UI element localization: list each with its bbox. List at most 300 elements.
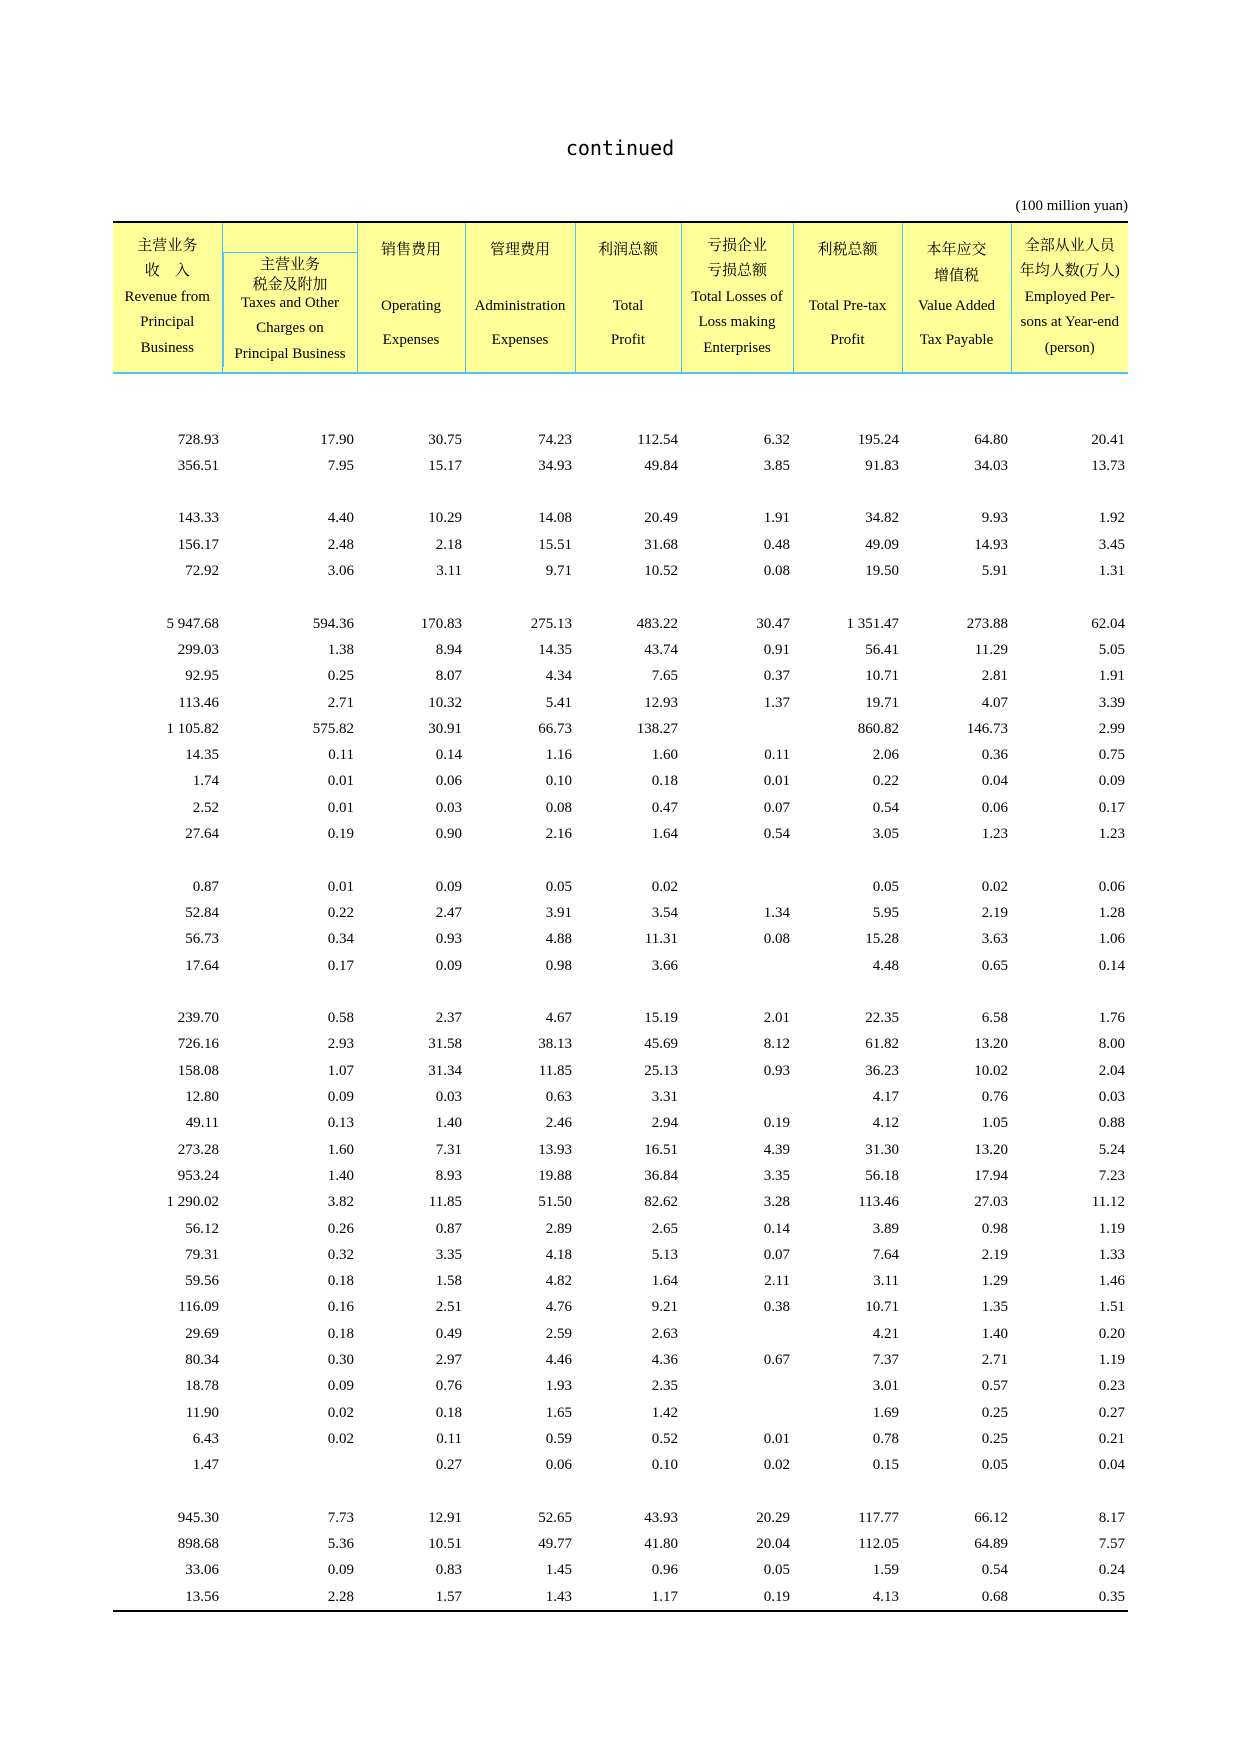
table-cell (681, 953, 793, 979)
table-cell: 0.17 (1098, 799, 1125, 816)
table-cell: 0.05 (981, 1457, 1008, 1474)
table-cell: 4.13 (793, 1584, 902, 1611)
spacer-cell (222, 479, 357, 505)
table-row (113, 1294, 1128, 1320)
spacer-cell (1011, 847, 1128, 873)
table-cell: 2.06 (872, 747, 899, 764)
table-cell: 18.78 (185, 1378, 219, 1395)
spacer-cell (575, 400, 681, 426)
table-cell: 299.03 (177, 641, 219, 658)
spacer-cell (1011, 400, 1128, 426)
table-cell: 4.82 (545, 1273, 572, 1290)
table-cell: 31.68 (644, 536, 678, 553)
table-cell: 1 351.47 (846, 615, 899, 632)
table-cell: 1.29 (981, 1273, 1008, 1290)
spacer-cell (902, 1478, 1011, 1504)
table-row (113, 453, 1128, 479)
table-cell: 0.01 (763, 1430, 790, 1447)
table-cell: 1.47 (192, 1457, 219, 1474)
header-zh-line: 利税总额 (817, 242, 878, 259)
spacer-cell (1011, 979, 1128, 1005)
header-english (113, 285, 222, 362)
table-cell: 8.93 (435, 1167, 462, 1184)
spacer-cell (793, 847, 902, 873)
spacer-row (113, 979, 1128, 1005)
table-cell: 1.23 (1098, 826, 1125, 843)
table-cell: 0.01 (327, 799, 354, 816)
header-chinese (113, 234, 222, 285)
table-cell: 0.96 (651, 1562, 678, 1579)
table-cell: 0.03 (1098, 1089, 1125, 1106)
table-cell: 14.35 (185, 747, 219, 764)
table-cell: 3.01 (872, 1378, 899, 1395)
header-english (576, 289, 681, 357)
table-cell: 91.83 (865, 457, 899, 474)
table-cell: 4.39 (763, 1141, 790, 1158)
spacer-cell (113, 479, 222, 505)
table-cell: 3.31 (651, 1089, 678, 1106)
header-english (1012, 285, 1129, 362)
table-cell: 2.01 (763, 1010, 790, 1027)
table-cell: 22.35 (865, 1010, 899, 1027)
table-cell: 2.71 (327, 694, 354, 711)
table-row (113, 1058, 1128, 1084)
table-cell: 0.11 (436, 1430, 462, 1447)
table-cell: 31.34 (428, 1062, 462, 1079)
table-cell: 20.41 (1091, 431, 1125, 448)
table-cell: 1.58 (435, 1273, 462, 1290)
table-cell: 117.77 (858, 1509, 899, 1526)
column-header-4 (465, 222, 575, 373)
table-cell: 11.12 (1091, 1194, 1125, 1211)
table-cell: 0.19 (327, 826, 354, 843)
header-chinese (466, 238, 575, 264)
table-cell: 945.30 (177, 1509, 219, 1526)
table-cell: 0.16 (327, 1299, 354, 1316)
spacer-cell (575, 1478, 681, 1504)
spacer-cell (681, 400, 793, 426)
header-en-line: Profit (610, 331, 646, 348)
table-cell: 1.28 (1098, 904, 1125, 921)
spacer-cell (113, 847, 222, 873)
table-cell: 2.11 (764, 1273, 790, 1290)
table-cell: 8.12 (763, 1036, 790, 1053)
table-row (113, 768, 1128, 794)
spacer-cell (465, 584, 575, 610)
table-cell: 2.71 (981, 1351, 1008, 1368)
header-zh-line: 管理费用 (489, 242, 550, 259)
table-cell: 170.83 (420, 615, 462, 632)
table-cell: 1.06 (1098, 931, 1125, 948)
table-cell: 56.18 (865, 1167, 899, 1184)
header-en-line: Expenses (382, 331, 440, 348)
table-cell: 56.73 (185, 931, 219, 948)
table-cell: 0.68 (902, 1584, 1011, 1611)
table-cell: 3.85 (763, 457, 790, 474)
spacer-cell (222, 400, 357, 426)
table-cell: 3.91 (545, 904, 572, 921)
column-header-5 (575, 222, 681, 373)
table-cell: 2.48 (327, 536, 354, 553)
spacer-cell (902, 479, 1011, 505)
table-cell: 13.73 (1091, 457, 1125, 474)
table-cell: 1.51 (1098, 1299, 1125, 1316)
table-cell: 138.27 (636, 720, 678, 737)
table-cell: 0.14 (763, 1220, 790, 1237)
table-cell: 0.07 (763, 799, 790, 816)
table-cell: 17.90 (320, 431, 354, 448)
table-cell: 2.46 (545, 1115, 572, 1132)
table-cell: 34.93 (538, 457, 572, 474)
header-english (466, 289, 575, 357)
spacer-cell (793, 479, 902, 505)
table-cell: 8.17 (1098, 1509, 1125, 1526)
table-cell: 0.76 (981, 1089, 1008, 1106)
table-cell: 0.04 (1098, 1457, 1125, 1474)
spacer-cell (113, 979, 222, 1005)
table-cell: 3.82 (327, 1194, 354, 1211)
header-en-line: Total Losses of (691, 288, 783, 305)
table-cell: 0.09 (435, 957, 462, 974)
table-cell: 29.69 (185, 1325, 219, 1342)
table-cell: 0.09 (435, 878, 462, 895)
table-cell: 3.35 (763, 1167, 790, 1184)
table-cell: 1.46 (1098, 1273, 1125, 1290)
table-cell: 0.18 (435, 1404, 462, 1421)
header-en-line: Charges on (256, 320, 324, 336)
table-cell: 0.17 (327, 957, 354, 974)
spacer-cell (681, 847, 793, 873)
table-cell: 82.62 (644, 1194, 678, 1211)
table-row (113, 1189, 1128, 1215)
table-cell: 113.46 (178, 694, 219, 711)
table-cell: 80.34 (185, 1351, 219, 1368)
table-cell: 20.49 (644, 510, 678, 527)
table-cell: 52.84 (185, 904, 219, 921)
header-zh-line: 亏损企业 (706, 237, 767, 254)
table-cell: 7.73 (327, 1509, 354, 1526)
table-cell (222, 1452, 357, 1478)
table-cell: 2.52 (192, 799, 219, 816)
spacer-cell (222, 979, 357, 1005)
table-row (113, 716, 1128, 742)
header-en-line: Principal Business (234, 345, 346, 362)
table-cell: 0.25 (327, 668, 354, 685)
table-cell: 0.26 (327, 1220, 354, 1237)
table-cell: 12.93 (644, 694, 678, 711)
table-cell: 0.30 (327, 1351, 354, 1368)
table-cell: 2.04 (1098, 1062, 1125, 1079)
table-cell: 2.89 (545, 1220, 572, 1237)
table-cell: 953.24 (177, 1167, 219, 1184)
header-zh-line: 本年应交 (926, 242, 987, 258)
spacer-cell (793, 400, 902, 426)
header-chinese (794, 238, 902, 264)
spacer-cell (681, 584, 793, 610)
table-cell: 10.52 (644, 563, 678, 580)
table-cell: 0.32 (327, 1246, 354, 1263)
spacer-cell (465, 1478, 575, 1504)
table-row (113, 1452, 1128, 1478)
table-cell: 0.93 (435, 931, 462, 948)
spacer-cell (681, 373, 793, 400)
table-cell: 79.31 (185, 1246, 219, 1263)
header-en-line: Enterprises (703, 339, 771, 356)
table-cell: 30.47 (756, 615, 790, 632)
table-row (113, 1321, 1128, 1347)
table-cell: 1.60 (651, 747, 678, 764)
header-english (794, 289, 902, 357)
table-cell: 15.28 (865, 931, 899, 948)
table-cell: 1.76 (1098, 1010, 1125, 1027)
table-row (113, 1557, 1128, 1583)
spacer-cell (357, 479, 465, 505)
spacer-cell (357, 373, 465, 400)
table-cell: 0.06 (981, 799, 1008, 816)
table-cell: 72.92 (185, 563, 219, 580)
table-cell: 10.32 (428, 694, 462, 711)
table-cell: 2.16 (545, 826, 572, 843)
table-cell: 0.08 (545, 799, 572, 816)
table-cell: 3.06 (327, 563, 354, 580)
table-row (113, 1163, 1128, 1189)
table-cell: 2.19 (981, 904, 1008, 921)
table-cell: 25.13 (644, 1062, 678, 1079)
table-row (113, 1242, 1128, 1268)
table-cell: 0.19 (681, 1584, 793, 1611)
table-cell: 43.74 (644, 641, 678, 658)
table-cell: 27.03 (974, 1194, 1008, 1211)
table-cell: 14.93 (974, 536, 1008, 553)
table-row (113, 900, 1128, 926)
table-cell: 0.87 (435, 1220, 462, 1237)
spacer-cell (793, 584, 902, 610)
table-body (113, 373, 1128, 1611)
table-cell: 74.23 (538, 431, 572, 448)
table-cell: 66.73 (538, 720, 572, 737)
table-cell: 0.54 (763, 826, 790, 843)
spacer-cell (575, 373, 681, 400)
table-cell: 0.25 (981, 1404, 1008, 1421)
table-cell: 726.16 (177, 1036, 219, 1053)
table-cell: 0.14 (1098, 957, 1125, 974)
header-zh-line: 销售费用 (380, 242, 441, 259)
table-cell: 1.05 (981, 1115, 1008, 1132)
table-cell: 17.64 (185, 957, 219, 974)
table-cell: 7.64 (872, 1246, 899, 1263)
table-cell: 0.05 (872, 878, 899, 895)
spacer-cell (222, 584, 357, 610)
table-cell: 1.34 (763, 904, 790, 921)
table-cell: 0.34 (327, 931, 354, 948)
table-row (113, 1110, 1128, 1136)
spacer-cell (1011, 584, 1128, 610)
table-cell: 0.09 (327, 1089, 354, 1106)
table-cell (681, 1373, 793, 1399)
header-en-line: Revenue from (124, 288, 210, 305)
table-cell: 13.56 (113, 1584, 222, 1611)
table-cell: 2.18 (435, 536, 462, 553)
table-cell: 7.37 (872, 1351, 899, 1368)
table-row (113, 1084, 1128, 1110)
table-cell: 5.41 (545, 694, 572, 711)
header-en-line: Principal (140, 314, 195, 331)
table-cell: 0.35 (1011, 1584, 1128, 1611)
table-cell: 52.65 (538, 1509, 572, 1526)
table-cell: 41.80 (644, 1536, 678, 1553)
table-cell: 898.68 (177, 1536, 219, 1553)
table-cell: 13.20 (974, 1141, 1008, 1158)
table-cell: 0.02 (763, 1457, 790, 1474)
table-cell: 0.38 (763, 1299, 790, 1316)
table-row (113, 505, 1128, 531)
header-chinese (1012, 234, 1129, 285)
table-cell: 2.19 (981, 1246, 1008, 1263)
table-cell: 1 105.82 (166, 720, 219, 737)
table-cell: 0.20 (1098, 1325, 1125, 1342)
spacer-cell (357, 847, 465, 873)
spacer-cell (1011, 1478, 1128, 1504)
table-cell: 5 947.68 (166, 615, 219, 632)
table-cell: 1 290.02 (166, 1194, 219, 1211)
spacer-row (113, 1478, 1128, 1504)
table-cell: 19.50 (865, 563, 899, 580)
table-cell: 239.70 (177, 1010, 219, 1027)
table-cell: 30.75 (428, 431, 462, 448)
table-cell: 5.05 (1098, 641, 1125, 658)
table-cell: 61.82 (865, 1036, 899, 1053)
table-cell: 594.36 (312, 615, 354, 632)
header-zh-line: 年均人数(万人) (1019, 263, 1120, 280)
table-cell: 1.23 (981, 826, 1008, 843)
table-cell: 34.03 (974, 457, 1008, 474)
table-cell: 0.76 (435, 1378, 462, 1395)
table-cell: 860.82 (857, 720, 899, 737)
spacer-cell (1011, 479, 1128, 505)
table-cell: 112.54 (637, 431, 678, 448)
spacer-cell (902, 373, 1011, 400)
table-row (113, 611, 1128, 637)
table-cell: 51.50 (538, 1194, 572, 1211)
table-cell: 0.98 (981, 1220, 1008, 1237)
spacer-cell (793, 373, 902, 400)
header-chinese (224, 253, 357, 291)
table-cell: 0.15 (872, 1457, 899, 1474)
table-cell: 4.34 (545, 668, 572, 685)
column-header-9 (1011, 222, 1128, 373)
table-row (113, 1137, 1128, 1163)
table-cell: 2.93 (327, 1036, 354, 1053)
table-cell: 0.01 (327, 878, 354, 895)
table-cell: 0.54 (872, 799, 899, 816)
table-cell: 10.51 (428, 1536, 462, 1553)
table-cell: 1.42 (651, 1404, 678, 1421)
table-cell: 1.16 (545, 747, 572, 764)
table-cell: 10.71 (865, 1299, 899, 1316)
table-cell: 4.21 (872, 1325, 899, 1342)
spacer-cell (681, 479, 793, 505)
table-cell: 4.12 (872, 1115, 899, 1132)
table-cell: 1.64 (651, 1273, 678, 1290)
table-cell: 4.46 (545, 1351, 572, 1368)
table-row (113, 1373, 1128, 1399)
table-cell: 0.63 (545, 1089, 572, 1106)
column-header-3 (357, 222, 465, 373)
table-cell: 19.71 (865, 694, 899, 711)
table-cell: 7.31 (435, 1141, 462, 1158)
statistics-table (113, 221, 1128, 1612)
table-cell: 4.07 (981, 694, 1008, 711)
table-cell: 0.19 (763, 1115, 790, 1132)
column-header-8 (902, 222, 1011, 373)
table-cell: 0.48 (763, 536, 790, 553)
table-cell: 27.64 (185, 826, 219, 843)
column-header-6 (681, 222, 793, 373)
table-cell: 1.31 (1098, 563, 1125, 580)
header-en-line: Total (612, 297, 644, 314)
header-en-line: Administration (474, 297, 566, 314)
table-cell: 0.88 (1098, 1115, 1125, 1132)
table-cell: 20.04 (756, 1536, 790, 1553)
table-cell: 10.71 (865, 668, 899, 685)
table-cell: 1.43 (465, 1584, 575, 1611)
table-row (113, 821, 1128, 847)
header-zh-line: 税金及附加 (252, 276, 328, 293)
header-zh-line: 利润总额 (597, 242, 658, 259)
table-cell: 0.47 (651, 799, 678, 816)
table-cell: 0.04 (981, 773, 1008, 790)
column-header-1 (113, 222, 222, 373)
table-cell: 36.84 (644, 1167, 678, 1184)
table-cell: 1.65 (545, 1404, 572, 1421)
table-row (113, 558, 1128, 584)
table-cell: 0.06 (435, 773, 462, 790)
table-cell: 0.24 (1098, 1562, 1125, 1579)
table-row (113, 690, 1128, 716)
spacer-row (113, 584, 1128, 610)
table-cell: 1.74 (192, 773, 219, 790)
table-cell: 14.08 (538, 510, 572, 527)
table-cell: 3.39 (1098, 694, 1125, 711)
table-cell: 0.10 (651, 1457, 678, 1474)
table-cell: 0.02 (327, 1404, 354, 1421)
spacer-cell (681, 1478, 793, 1504)
table-cell: 483.22 (636, 615, 678, 632)
table-cell (681, 1321, 793, 1347)
spacer-cell (465, 847, 575, 873)
table-cell: 9.21 (651, 1299, 678, 1316)
table-row (113, 1268, 1128, 1294)
table-cell: 17.94 (974, 1167, 1008, 1184)
table-cell: 0.11 (328, 747, 354, 764)
spacer-cell (575, 584, 681, 610)
table-cell: 30.91 (428, 720, 462, 737)
spacer-cell (902, 979, 1011, 1005)
table-row (113, 1505, 1128, 1531)
table-cell: 0.02 (651, 878, 678, 895)
table-cell: 0.05 (545, 878, 572, 895)
table-cell: 15.51 (538, 536, 572, 553)
spacer-cell (222, 1478, 357, 1504)
table-cell: 0.78 (872, 1430, 899, 1447)
table-cell: 5.24 (1098, 1141, 1125, 1158)
table-cell: 0.09 (1098, 773, 1125, 790)
header-en-line: (person) (1044, 339, 1095, 356)
header-chinese (576, 238, 681, 264)
table-cell: 0.25 (981, 1430, 1008, 1447)
table-cell: 1.07 (327, 1062, 354, 1079)
table-cell: 0.27 (1098, 1404, 1125, 1421)
